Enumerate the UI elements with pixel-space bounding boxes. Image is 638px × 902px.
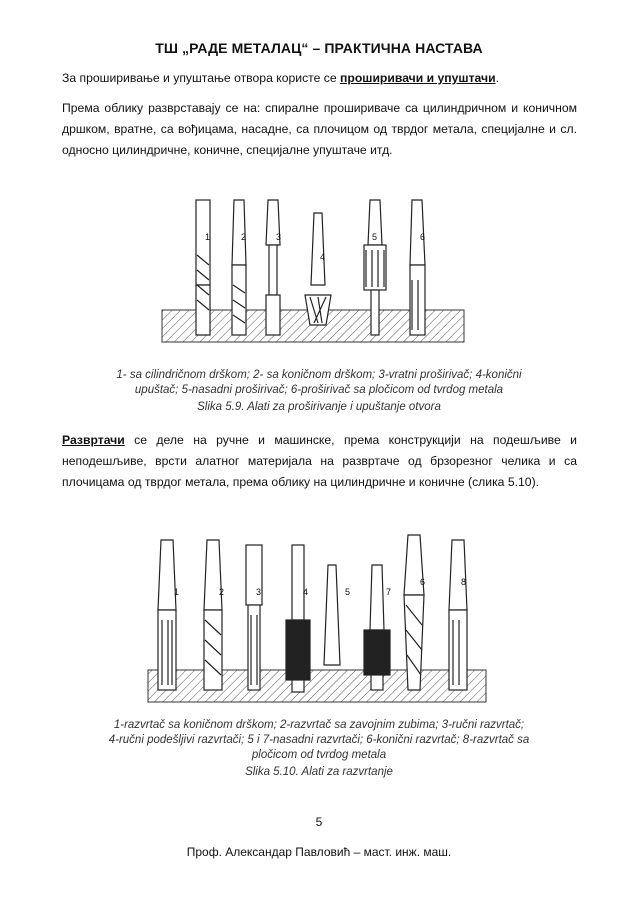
reamer-8 <box>449 540 467 690</box>
figure2-caption-line1: 1-razvrtač sa koničnom drškom; 2-razvrtač sa zavojnim zubima; 3-ručni razvrtač; <box>113 719 525 731</box>
figure2-caption-line3: pločicom od tvrdog metala <box>251 749 387 761</box>
tool-label-1: 1 <box>205 232 211 242</box>
page-title: ТШ „РАДЕ МЕТАЛАЦ“ – ПРАКТИЧНА НАСТАВА <box>155 40 483 56</box>
reamer-1 <box>158 540 176 690</box>
tool-2 <box>232 200 246 335</box>
figure1-caption-line1: 1- sa cilindričnom drškom; 2- sa koničnom drškom; 3-vratni proširivač; 4-konični <box>116 369 522 381</box>
tool-6 <box>410 200 425 335</box>
reamer-label-8: 8 <box>461 577 467 587</box>
tool-label-6: 6 <box>420 232 426 242</box>
figure1-caption-line2: upuštač; 5-nasadni proširivač; 6-proširivač sa pločicom od tvrdog metala <box>134 384 504 396</box>
figure2-caption-line2: 4-ručni podešljivi razvrtači; 5 i 7-nasadni razvrtači; 6-konični razvrtač; 8-razvrtač sa <box>108 734 530 746</box>
paragraph-intro-end: . <box>495 71 499 85</box>
page-footer: Проф. Александар Павловић – маст. инж. маш. <box>186 845 452 859</box>
page-number: 5 <box>315 815 323 829</box>
reamer-label-1: 1 <box>174 587 180 597</box>
paragraph-reamers-bold: Развртачи <box>62 433 125 447</box>
reamer-3 <box>246 545 262 690</box>
figure-reamers <box>0 525 638 710</box>
reamer-label-4: 4 <box>303 587 309 597</box>
reamer-5 <box>324 565 340 665</box>
paragraph-reamers <box>62 430 577 493</box>
paragraph-intro-text: За проширивање и упуштање отвора користе се <box>62 71 341 85</box>
figure1-caption-title: Slika 5.9. Alati za proširivanje i upuštanje otvora <box>197 401 441 413</box>
tool-3 <box>266 200 280 335</box>
reamer-7 <box>364 565 390 690</box>
reamer-4 <box>286 545 310 692</box>
reamer-label-2: 2 <box>219 587 225 597</box>
workpiece-block-2 <box>148 670 486 702</box>
tool-label-2: 2 <box>241 232 247 242</box>
reamer-label-6: 6 <box>420 577 426 587</box>
paragraph-classification: Према облику разврставају се на: спиралне прошириваче са цилиндричном и коничном дршком, вратне, са вођицама, насадне, са плочицом од тврдог метала, специјалне и сл. односно цилиндричне, коничне, специјалне упуштаче итд. <box>62 101 577 157</box>
tool-label-5: 5 <box>372 232 378 242</box>
reamer-label-5: 5 <box>345 587 351 597</box>
tool-label-3: 3 <box>276 232 282 242</box>
paragraph-intro-bold: проширивачи и упуштачи <box>340 71 496 85</box>
reamer-label-3: 3 <box>256 587 262 597</box>
paragraph-reamers-text: се деле на ручне и машинске, према конструкцији на подешљиве и неподешљиве, врсти алатног материјала на развртаче од брзорезног челика и са плочицама од тврдог метала, према облику на цилиндричне и коничне (слика 5.10). <box>62 433 577 489</box>
reamer-6 <box>404 535 424 690</box>
figure-reamers-countersinks <box>0 185 638 360</box>
tool-1 <box>196 200 210 335</box>
tool-label-4: 4 <box>320 252 326 262</box>
reamer-label-7: 7 <box>386 587 392 597</box>
figure2-caption-title: Slika 5.10. Alati za razvrtanje <box>245 766 393 778</box>
tool-4 <box>305 213 331 325</box>
paragraph-intro <box>62 68 577 89</box>
reamer-2 <box>204 540 225 690</box>
